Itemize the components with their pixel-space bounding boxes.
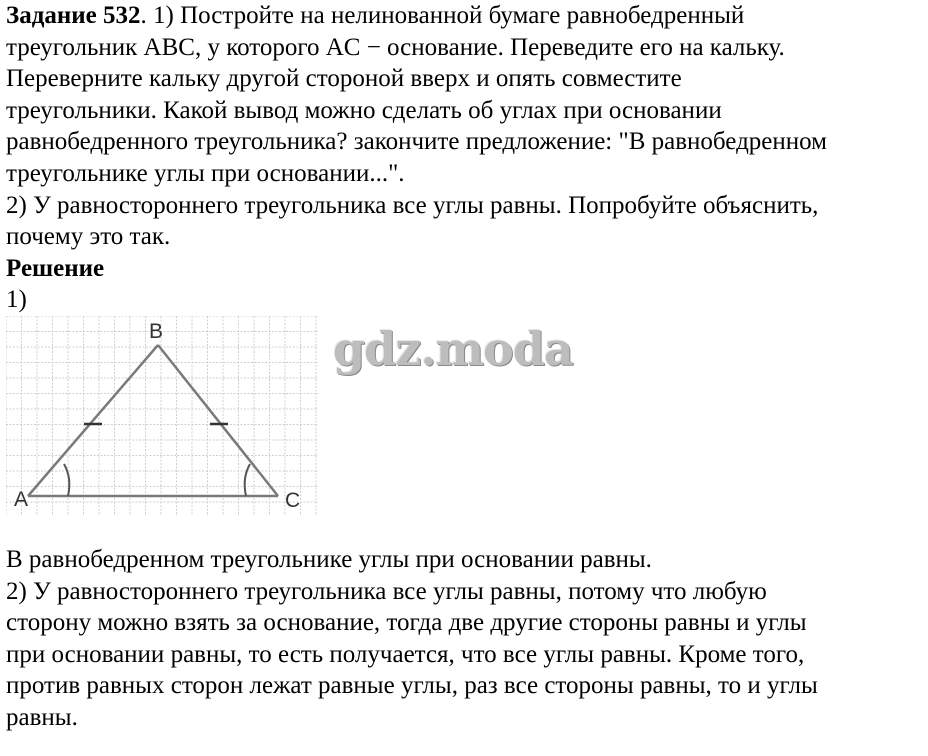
answer-line-6: равны. (6, 703, 78, 731)
solution-heading: Решение (6, 254, 105, 282)
figure-area (6, 316, 924, 542)
task-line-7: 2) У равностороннего треугольника все углы равны. Попробуйте объяснить, (6, 191, 819, 219)
task-line-5: равнобедренного треугольника? закончите предложение: "В равнобедренном (6, 128, 827, 156)
vertex-label-a: A (14, 487, 29, 511)
part1-label: 1) (6, 286, 27, 314)
side-ab (28, 345, 158, 496)
watermark-logo: gdz.moda (333, 321, 573, 376)
angle-arc-c (245, 464, 250, 496)
answer-line-4: при основании равны, то есть получается, что все углы равны. Кроме того, (6, 640, 805, 668)
task-line-1 (6, 0, 924, 32)
task-line-3: Переверните кальку другой стороной вверх и опять совместите (6, 65, 682, 93)
answer-block (6, 544, 924, 734)
task-text: . 1) Постройте на нелинованной бумаге равнобедренный (140, 2, 745, 29)
task-line-6: треугольнике углы при основании...". (6, 159, 405, 187)
task-line-2: треугольник ABC, у которого AC − основание. Переведите его на кальку. (6, 33, 785, 61)
answer-line-2: 2) У равностороннего треугольника все углы равны, потому что любую (6, 577, 767, 605)
side-bc (158, 345, 278, 496)
vertex-label-c: C (285, 488, 301, 512)
triangle-abc (28, 345, 278, 496)
answer-line-5: против равных сторон лежат равные углы, раз все стороны равны, то и углы (6, 672, 818, 700)
task-line-8: почему это так. (6, 223, 171, 251)
task-title: Задание 532 (6, 2, 141, 29)
angle-arc-a (64, 464, 69, 496)
document-page (6, 0, 924, 734)
answer-line-1: В равнобедренном треугольнике углы при основании равны. (6, 545, 652, 573)
triangle-figure (6, 316, 324, 526)
answer-line-3: сторону можно взять за основание, тогда две другие стороны равны и углы (6, 609, 807, 637)
task-line-4: треугольники. Какой вывод можно сделать об углах при основании (6, 96, 722, 124)
vertex-label-b: B (149, 319, 164, 343)
